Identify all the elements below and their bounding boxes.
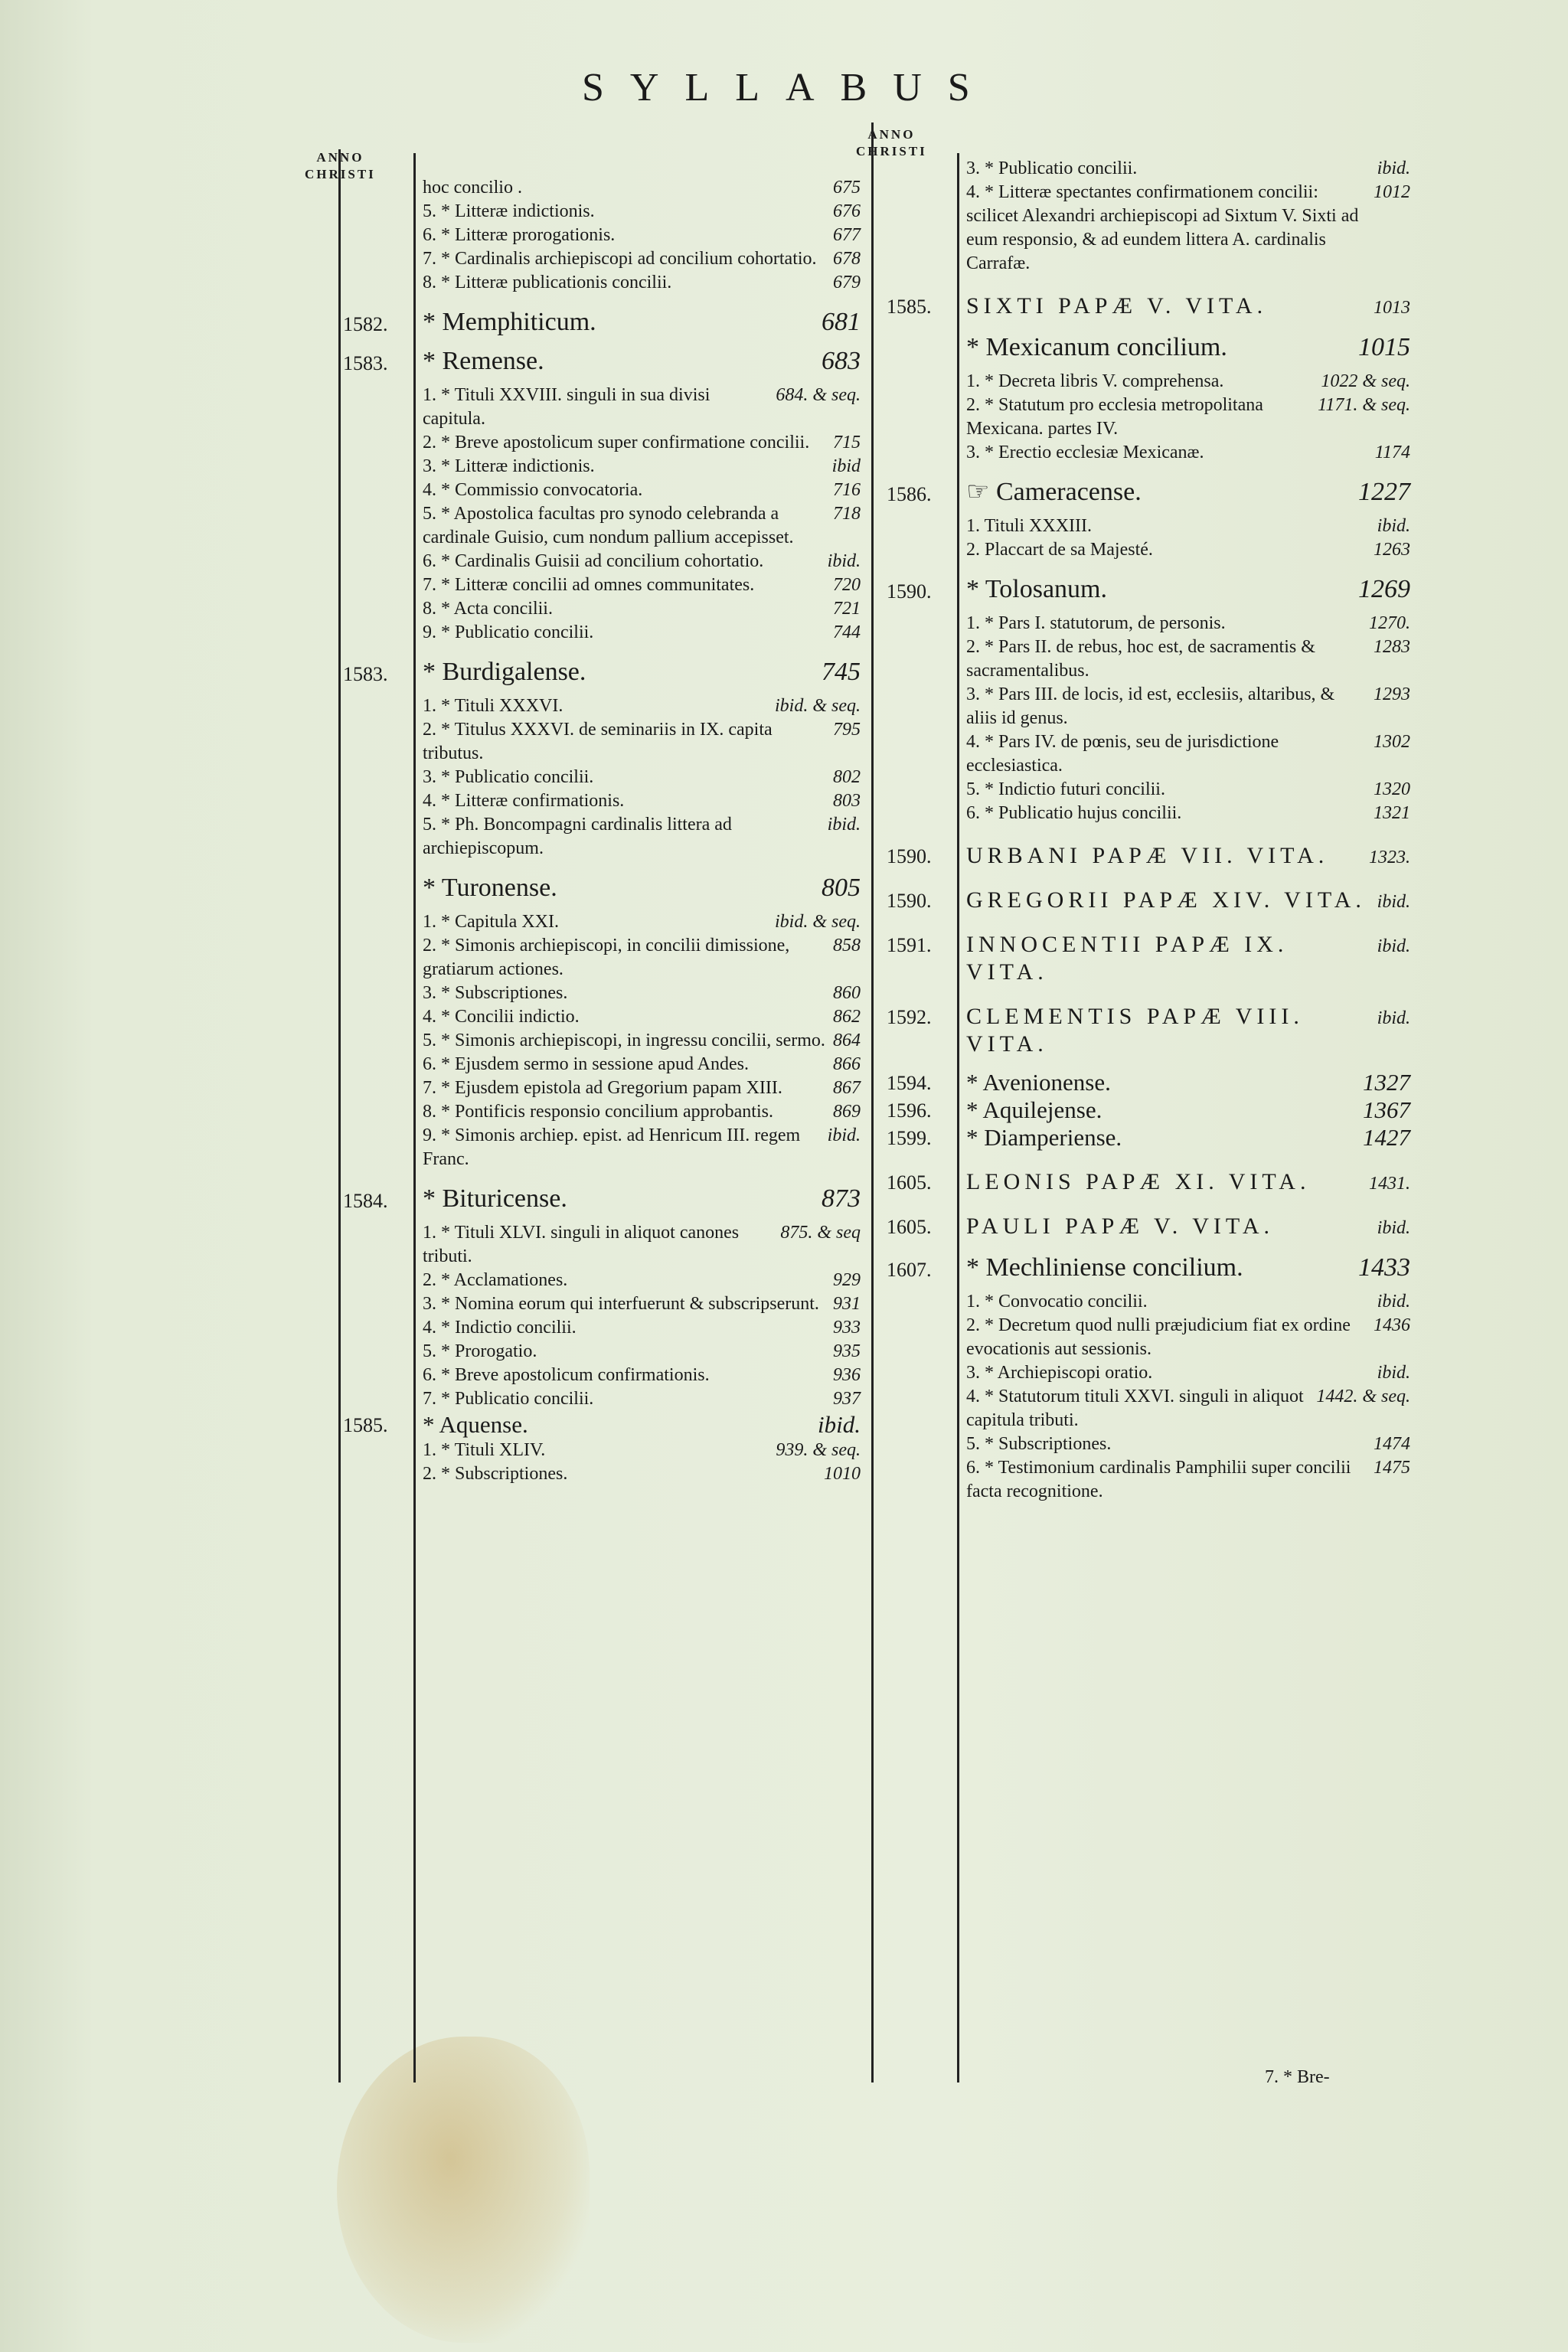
index-entry [966,612,1410,635]
entry-text: 5. * Ph. Boncompagni cardinalis littera ad archiepiscopum. [423,815,732,858]
entry-page: 716 [833,480,861,500]
index-entry [966,370,1410,394]
council-heading [966,480,1410,504]
entry-text: 1. * Tituli XLIV. [423,1440,546,1460]
index-entry [966,1456,1410,1504]
rule-year-left [413,153,416,2082]
council-heading [423,1411,861,1439]
index-entry [423,813,861,861]
entry-text: 2. * Simonis archiepiscopi, in concilii dimissione, gratiarum actiones. [423,936,790,979]
index-entry [423,1005,861,1029]
left-column-entries [423,176,861,1486]
council-heading [423,876,861,900]
year-label: 1591. [887,934,932,956]
index-entry [423,1053,861,1076]
entry-page: 936 [833,1365,861,1385]
year-label: 1590. [887,580,932,603]
entry-text: 4. * Pars IV. de pœnis, seu de jurisdictione ecclesiastica. [966,732,1279,776]
entry-text: * Burdigalense. [423,658,586,686]
index-entry [423,982,861,1005]
entry-text: 5. * Subscriptiones. [966,1434,1112,1454]
entry-text: 7. * Ejusdem epistola ad Gregorium papam XIII. [423,1078,782,1098]
council-heading [423,660,861,684]
index-entry [423,597,861,621]
index-entry [423,1364,861,1387]
index-entry [966,1314,1410,1361]
year-label: 1590. [887,845,932,867]
entry-text: 5. * Simonis archiepiscopi, in ingressu concilii, sermo. [423,1031,825,1050]
index-entry [966,802,1410,825]
entry-text: 1. * Tituli XLVI. singuli in aliquot canones tributi. [423,1223,740,1266]
entry-text: 9. * Publicatio concilii. [423,622,594,642]
entry-page: 858 [833,936,861,956]
entry-page: 805 [822,874,861,902]
council-heading [966,1069,1410,1096]
page-title: SYLLABUS [582,66,996,109]
index-entry [423,934,861,982]
entry-page: ibid. [827,551,861,571]
entry-page: 869 [833,1102,861,1122]
entry-page: 683 [822,347,861,375]
entry-text: 6. * Litteræ prorogationis. [423,225,616,245]
index-entry [423,910,861,934]
entry-page: ibid. [1377,1218,1410,1238]
council-heading [966,1253,1410,1282]
entry-page: 1012 [1374,182,1410,202]
entry-text: 2. * Statutum pro ecclesia metropolitana Mexicana. partes IV. [966,395,1263,439]
entry-text: 1. * Capitula XXI. [423,912,559,932]
year-label: 1605. [887,1171,932,1194]
index-entry [423,431,861,455]
entry-text: URBANI PAPÆ VII. VITA. [966,843,1329,868]
index-entry [423,1100,861,1124]
entry-page: 1263 [1374,540,1410,560]
entry-page: 1013 [1374,298,1410,318]
entry-text: 1. Tituli XXXIII. [966,516,1093,536]
entry-page: 803 [833,791,861,811]
year-label: 1594. [887,1072,932,1094]
entry-text: 4. * Litteræ spectantes confirmationem concilii: scilicet Alexandri archiepiscopi ad Sixtum V. Sixti ad eum responsio, & ad eundem littera A. cardinalis Carrafæ. [966,182,1359,273]
index-entry [423,224,861,247]
rule-year-right [957,153,959,2082]
index-entry [966,157,1410,181]
entry-page: 679 [833,273,861,292]
entry-page: ibid. [827,815,861,835]
entry-page: 675 [833,178,861,198]
entry-text: 3. * Publicatio concilii. [423,767,594,787]
entry-text: * Turonense. [423,874,557,902]
entry-page: 1227 [1358,478,1410,506]
index-entry [423,550,861,573]
entry-text: 5. * Prorogatio. [423,1341,537,1361]
index-entry [423,766,861,789]
index-entry [423,1340,861,1364]
entry-page: ibid. [1377,1292,1410,1312]
year-label: 1605. [887,1216,932,1238]
entry-text: 4. * Commissio convocatoria. [423,480,643,500]
index-entry [966,635,1410,683]
entry-page: 1171. & seq. [1318,395,1410,415]
entry-page: 873 [822,1184,861,1213]
index-entry [423,502,861,550]
index-entry [423,176,861,200]
entry-text: 2. * Acclamationes. [423,1270,568,1290]
entry-page: 1475 [1374,1458,1410,1478]
papal-vita-heading [966,887,1410,914]
entry-page: ibid. [1377,1363,1410,1383]
year-label: 1590. [887,890,932,912]
entry-page: 715 [833,433,861,452]
entry-text: 3. * Publicatio concilii. [966,158,1138,178]
entry-page: 1433 [1358,1253,1410,1282]
entry-text: 5. * Litteræ indictionis. [423,201,595,221]
entry-page: 684. & seq. [776,385,861,405]
entry-text: * Avenionense. [966,1069,1111,1096]
entry-text: 4. * Statutorum tituli XXVI. singuli in aliquot capitula tributi. [966,1387,1304,1430]
entry-page: 937 [833,1389,861,1409]
entry-text: 2. * Pars II. de rebus, hoc est, de sacramentis & sacramentalibus. [966,637,1315,681]
council-heading [423,310,861,334]
entry-text: 6. * Breve apostolicum confirmationis. [423,1365,710,1385]
entry-text: 7. * Publicatio concilii. [423,1389,594,1409]
entry-page: 1174 [1374,443,1410,462]
year-label: 1586. [887,483,932,505]
entry-text: 9. * Simonis archiep. epist. ad Henricum III. regem Franc. [423,1125,801,1169]
entry-text: 6. * Publicatio hujus concilii. [966,803,1182,823]
entry-text: 6. * Cardinalis Guisii ad concilium cohortatio. [423,551,764,571]
entry-text: PAULI PAPÆ V. VITA. [966,1214,1274,1239]
index-entry [966,394,1410,441]
entry-page: 795 [833,720,861,740]
entry-text: 7. * Cardinalis archiepiscopi ad concilium cohortatio. [423,249,817,269]
entry-page: ibid. [827,1125,861,1145]
index-entry [423,1221,861,1269]
rule-left [338,149,341,2082]
year-label: 1584. [343,1190,388,1212]
catchword: 7. * Bre- [1265,2067,1330,2087]
entry-page: 935 [833,1341,861,1361]
entry-page: ibid. [1377,516,1410,536]
year-label: 1582. [343,313,388,335]
entry-text: GREGORII PAPÆ XIV. VITA. [966,887,1366,913]
entry-text: 8. * Litteræ publicationis concilii. [423,273,672,292]
index-entry [423,1316,861,1340]
papal-vita-heading [966,1213,1410,1240]
entry-text: 2. * Breve apostolicum super confirmatione concilii. [423,433,810,452]
entry-page: 864 [833,1031,861,1050]
entry-text: 7. * Litteræ concilii ad omnes communitates. [423,575,755,595]
index-entry [423,384,861,431]
entry-text: 1. * Pars I. statutorum, de personis. [966,613,1226,633]
index-entry [966,1385,1410,1432]
entry-page: 931 [833,1294,861,1314]
council-heading [966,1096,1410,1124]
entry-page: ibid. [1377,892,1410,912]
year-label: 1585. [887,296,932,318]
entry-text: 3. * Litteræ indictionis. [423,456,595,476]
entry-page: 1474 [1374,1434,1410,1454]
entry-text: 6. * Testimonium cardinalis Pamphilii super concilii facta recognitione. [966,1458,1351,1501]
entry-text: * Mexicanum concilium. [966,333,1227,361]
index-entry [423,1076,861,1100]
council-heading [966,577,1410,601]
index-entry [423,1462,861,1486]
index-entry [423,1387,861,1411]
entry-page: ibid. & seq. [775,912,861,932]
entry-page: ibid. [1377,158,1410,178]
index-entry [966,1361,1410,1385]
entry-page: 1269 [1358,575,1410,603]
entry-page: 745 [822,658,861,686]
entry-text: * Remense. [423,347,544,375]
entry-page: ibid. & seq. [775,696,861,716]
entry-page: 1436 [1374,1315,1410,1335]
entry-text: 5. * Indictio futuri concilii. [966,779,1165,799]
entry-page: 681 [822,308,861,336]
entry-text: * Aquense. [423,1411,528,1438]
entry-text: * Aquilejense. [966,1096,1102,1123]
council-heading [423,349,861,373]
entry-text: 4. * Litteræ confirmationis. [423,791,625,811]
entry-text: 6. * Ejusdem sermo in sessione apud Andes. [423,1054,749,1074]
council-heading [966,335,1410,359]
index-entry [423,1124,861,1171]
index-entry [423,247,861,271]
entry-page: 1320 [1374,779,1410,799]
entry-page: ibid [831,456,861,476]
entry-text: 4. * Concilii indictio. [423,1007,580,1027]
entry-page: 1367 [1363,1096,1410,1123]
index-entry [423,1292,861,1316]
entry-text: 2. * Decretum quod nulli præjudicium fiat ex ordine evocationis aut sessionis. [966,1315,1351,1359]
index-entry [966,514,1410,538]
index-entry [423,694,861,718]
index-entry [423,621,861,645]
entry-page: 929 [833,1270,861,1290]
entry-text: 3. * Archiepiscopi oratio. [966,1363,1153,1383]
index-entry [423,1029,861,1053]
anno-christi-header-middle: ANNO CHRISTI [856,127,927,158]
entry-text: 3. * Pars III. de locis, id est, ecclesiis, altaribus, & aliis id genus. [966,684,1335,728]
index-entry [423,718,861,766]
entry-page: 744 [833,622,861,642]
entry-text: 3. * Erectio ecclesiæ Mexicanæ. [966,443,1204,462]
index-entry [423,573,861,597]
anno-christi-header-left: ANNO CHRISTI [305,150,376,181]
entry-text: LEONIS PAPÆ XI. VITA. [966,1169,1311,1194]
index-entry [423,1269,861,1292]
entry-text: SIXTI PAPÆ V. VITA. [966,293,1268,318]
entry-page: 939. & seq. [776,1440,861,1460]
entry-page: 1293 [1374,684,1410,704]
entry-page: 1302 [1374,732,1410,752]
entry-page: 802 [833,767,861,787]
year-label: 1599. [887,1127,932,1149]
index-entry [423,200,861,224]
entry-page: 718 [833,504,861,524]
index-entry [966,181,1410,276]
index-entry [423,789,861,813]
year-label: 1583. [343,663,388,685]
entry-page: 1431. [1369,1174,1410,1194]
entry-page: 676 [833,201,861,221]
entry-page: 875. & seq [780,1223,861,1243]
entry-text: CLEMENTIS PAPÆ VIII. VITA. [966,1004,1304,1057]
entry-page: 721 [833,599,861,619]
entry-text: 1. * Tituli XXVIII. singuli in sua divisi capitula. [423,385,710,429]
entry-page: 1427 [1363,1124,1410,1151]
entry-page: ibid. [1377,936,1410,956]
entry-text: ☞ Cameracense. [966,478,1142,506]
index-entry [423,455,861,479]
papal-vita-heading [966,842,1410,870]
entry-text: INNOCENTII PAPÆ IX. VITA. [966,932,1289,985]
entry-page: 860 [833,983,861,1003]
entry-page: 1283 [1374,637,1410,657]
entry-page: 1327 [1363,1069,1410,1096]
year-label: 1596. [887,1099,932,1122]
entry-text: 8. * Pontificis responsio concilium approbantis. [423,1102,773,1122]
entry-text: * Diamperiense. [966,1124,1122,1151]
index-entry [966,1290,1410,1314]
entry-text: hoc concilio . [423,178,522,198]
index-entry [966,778,1410,802]
entry-page: 1270. [1369,613,1410,633]
entry-page: ibid. [818,1411,861,1438]
year-label: 1607. [887,1259,932,1281]
index-entry [966,538,1410,562]
index-entry [966,683,1410,730]
rule-middle [871,122,874,2082]
entry-text: 3. * Nomina eorum qui interfuerunt & subscripserunt. [423,1294,819,1314]
entry-text: * Memphiticum. [423,308,596,336]
index-entry [423,479,861,502]
entry-page: 933 [833,1318,861,1338]
council-heading [966,1124,1410,1152]
year-label: 1592. [887,1006,932,1028]
entry-text: 2. * Titulus XXXVI. de seminariis in IX. capita tributus. [423,720,773,763]
index-entry [423,271,861,295]
entry-text: 2. * Subscriptiones. [423,1464,568,1484]
entry-text: 5. * Apostolica facultas pro synodo celebranda a cardinale Guisio, cum nondum pallium accepisset. [423,504,794,547]
entry-text: 4. * Indictio concilii. [423,1318,577,1338]
entry-text: * Mechliniense concilium. [966,1253,1243,1282]
entry-text: 8. * Acta concilii. [423,599,553,619]
entry-page: 1442. & seq. [1316,1387,1410,1406]
year-label: 1585. [343,1414,388,1436]
council-heading [423,1184,861,1213]
entry-page: 866 [833,1054,861,1074]
entry-text: 2. Placcart de sa Majesté. [966,540,1153,560]
water-stain [337,2037,590,2343]
entry-page: 1323. [1369,848,1410,867]
entry-text: 1. * Convocatio concilii. [966,1292,1148,1312]
entry-page: 862 [833,1007,861,1027]
entry-text: 1. * Decreta libris V. comprehensa. [966,371,1224,391]
papal-vita-heading [966,1168,1410,1196]
entry-page: 677 [833,225,861,245]
entry-page: 1022 & seq. [1321,371,1410,391]
entry-page: 867 [833,1078,861,1098]
index-entry [966,730,1410,778]
entry-page: 720 [833,575,861,595]
papal-vita-heading [966,292,1410,320]
index-entry [423,1439,861,1462]
entry-text: * Bituricense. [423,1184,567,1213]
papal-vita-heading [966,1003,1410,1058]
year-label: 1583. [343,352,388,374]
papal-vita-heading [966,931,1410,986]
entry-text: 1. * Tituli XXXVI. [423,696,564,716]
entry-page: ibid. [1377,1008,1410,1028]
entry-text: 3. * Subscriptiones. [423,983,568,1003]
entry-page: 1015 [1358,333,1410,361]
entry-page: 678 [833,249,861,269]
right-column-entries [966,157,1410,1504]
index-entry [966,441,1410,465]
entry-page: 1010 [824,1464,861,1484]
entry-page: 1321 [1374,803,1410,823]
entry-text: * Tolosanum. [966,575,1107,603]
index-entry [966,1432,1410,1456]
